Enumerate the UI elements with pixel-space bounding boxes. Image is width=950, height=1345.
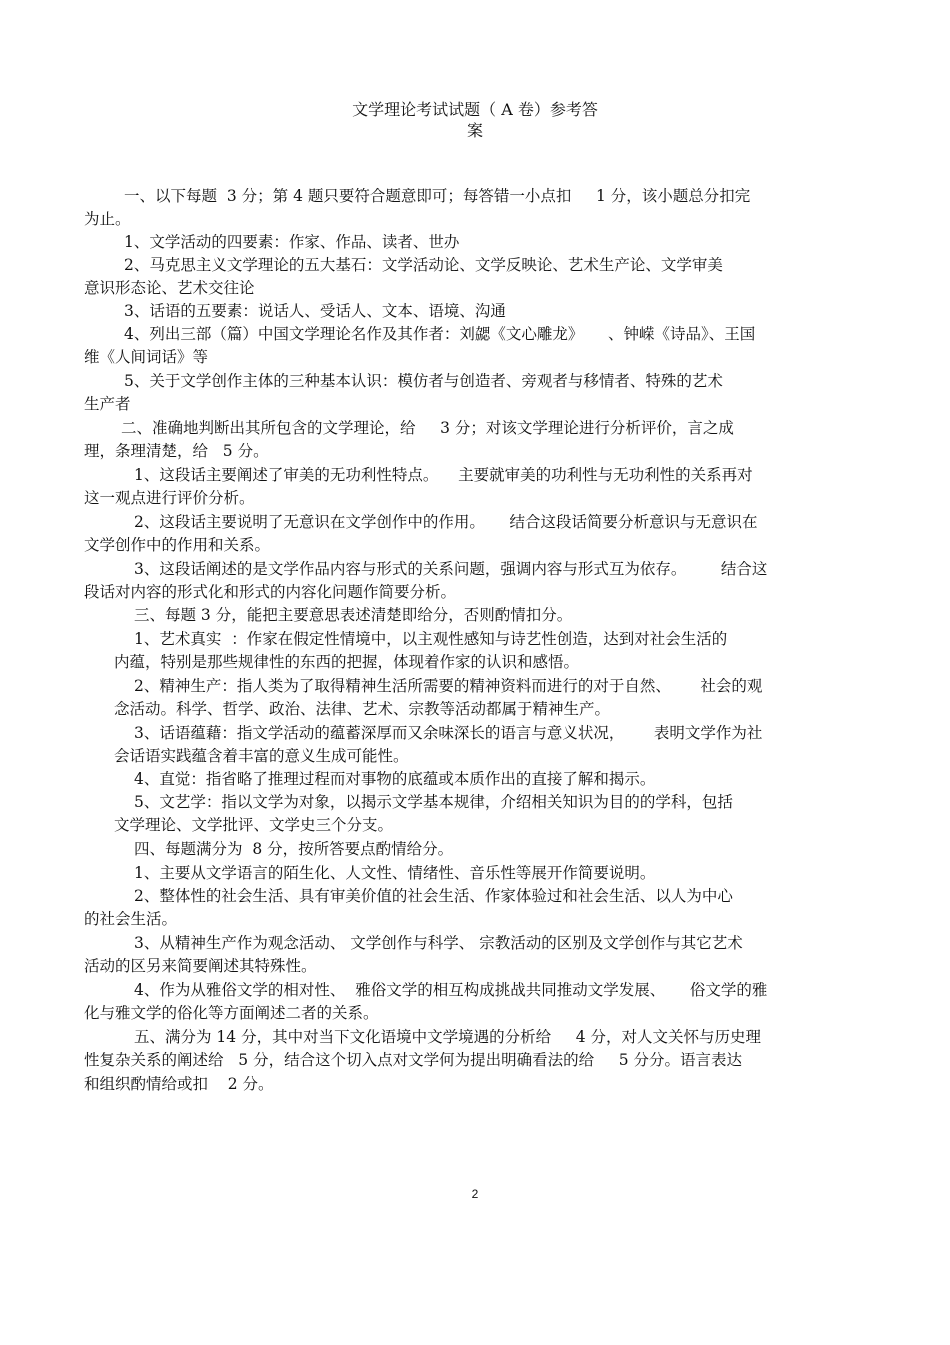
- list-item: 2、精神生产：指人类为了取得精神生活所需要的精神资料而进行的对于自然、 社会的观: [134, 677, 763, 695]
- text-line: 的社会生活。: [84, 910, 178, 928]
- text-line: 化与雅文学的俗化等方面阐述二者的关系。: [84, 1004, 379, 1022]
- text-line: 意识形态论、艺术交往论: [84, 279, 255, 297]
- section-4-heading: 四、每题满分为 8 分，按所答要点酌情给分。: [134, 840, 454, 858]
- list-item: 3、话语蕴藉：指文学活动的蕴蓄深厚而又余味深长的语言与意义状况， 表明文学作为社: [134, 724, 763, 742]
- list-item: 5、文艺学：指以文学为对象，以揭示文学基本规律，介绍相关知识为目的的学科，包括: [134, 793, 733, 811]
- text-line: 念活动。科学、哲学、政治、法律、艺术、宗教等活动都属于精神生产。: [114, 700, 611, 718]
- text-line: 理，条理清楚，给 5 分。: [84, 442, 269, 460]
- list-item: 1、主要从文学语言的陌生化、人文性、情绪性、音乐性等展开作简要说明。: [134, 864, 656, 882]
- text-line: 为止。: [84, 210, 131, 228]
- text-line: 内蕴，特别是那些规律性的东西的把握，体现着作家的认识和感悟。: [114, 653, 580, 671]
- document-title: 文学理论考试试题（ A 卷）参考答: [352, 100, 598, 119]
- text-line: 和组织酌情给或扣 2 分。: [84, 1075, 274, 1093]
- list-item: 1、文学活动的四要素：作家、作品、读者、世办: [124, 233, 460, 251]
- text-line: 段话对内容的形式化和形式的内容化问题作简要分析。: [84, 583, 457, 601]
- text-line: 生产者: [84, 395, 131, 413]
- list-item: 5、关于文学创作主体的三种基本认识：模仿者与创造者、旁观者与移情者、特殊的艺术: [124, 372, 723, 390]
- list-item: 4、列出三部（篇）中国文学理论名作及其作者：刘勰《文心雕龙》 、钟嵘《诗品》、王国: [124, 325, 756, 343]
- document-title-continued: 案: [466, 121, 483, 140]
- list-item: 1、这段话主要阐述了审美的无功利性特点。 主要就审美的功利性与无功利性的关系再对: [134, 466, 753, 484]
- list-item: 1、艺术真实 ：作家在假定性情境中，以主观性感知与诗艺性创造，达到对社会生活的: [134, 630, 728, 648]
- section-3-heading: 三、每题 3 分，能把主要意思表述清楚即给分，否则酌情扣分。: [134, 606, 573, 624]
- list-item: 2、这段话主要说明了无意识在文学创作中的作用。 结合这段话简要分析意识与无意识在: [134, 513, 758, 531]
- section-1-heading: 一、以下每题 3 分；第 4 题只要符合题意即可；每答错一小点扣 1 分，该小题总分扣完: [124, 187, 751, 205]
- section-5-heading: 五、满分为 14 分，其中对当下文化语境中文学境遇的分析给 4 分，对人文关怀与历史理: [134, 1028, 762, 1046]
- text-line: 文学理论、文学批评、文学史三个分支。: [114, 816, 394, 834]
- list-item: 3、话语的五要素：说话人、受话人、文本、语境、沟通: [124, 302, 506, 320]
- text-line: 活动的区另来简要阐述其特殊性。: [84, 957, 317, 975]
- page-number: 2: [471, 1187, 479, 1201]
- text-line: 会话语实践蕴含着丰富的意义生成可能性。: [114, 747, 409, 765]
- text-line: 文学创作中的作用和关系。: [84, 536, 271, 554]
- section-2-heading: 二、准确地判断出其所包含的文学理论，给 3 分；对该文学理论进行分析评价，言之成: [121, 419, 734, 437]
- list-item: 4、直觉：指省略了推理过程而对事物的底蕴或本质作出的直接了解和揭示。: [134, 770, 656, 788]
- list-item: 3、从精神生产作为观念活动、 文学创作与科学、 宗教活动的区别及文学创作与其它艺术: [134, 934, 743, 952]
- text-line: 维《人间词话》等: [84, 348, 209, 366]
- text-line: 这一观点进行评价分析。: [84, 489, 255, 507]
- list-item: 4、作为从雅俗文学的相对性、 雅俗文学的相互构成挑战共同推动文学发展、 俗文学的雅: [134, 981, 768, 999]
- list-item: 2、整体性的社会生活、具有审美价值的社会生活、作家体验过和社会生活、以人为中心: [134, 887, 733, 905]
- list-item: 3、这段话阐述的是文学作品内容与形式的关系问题，强调内容与形式互为依存。 结合这: [134, 560, 768, 578]
- list-item: 2、马克思主义文学理论的五大基石：文学活动论、文学反映论、艺术生产论、文学审美: [124, 256, 723, 274]
- text-line: 性复杂关系的阐述给 5 分，结合这个切入点对文学何为提出明确看法的给 5 分分。语言表达: [84, 1051, 742, 1069]
